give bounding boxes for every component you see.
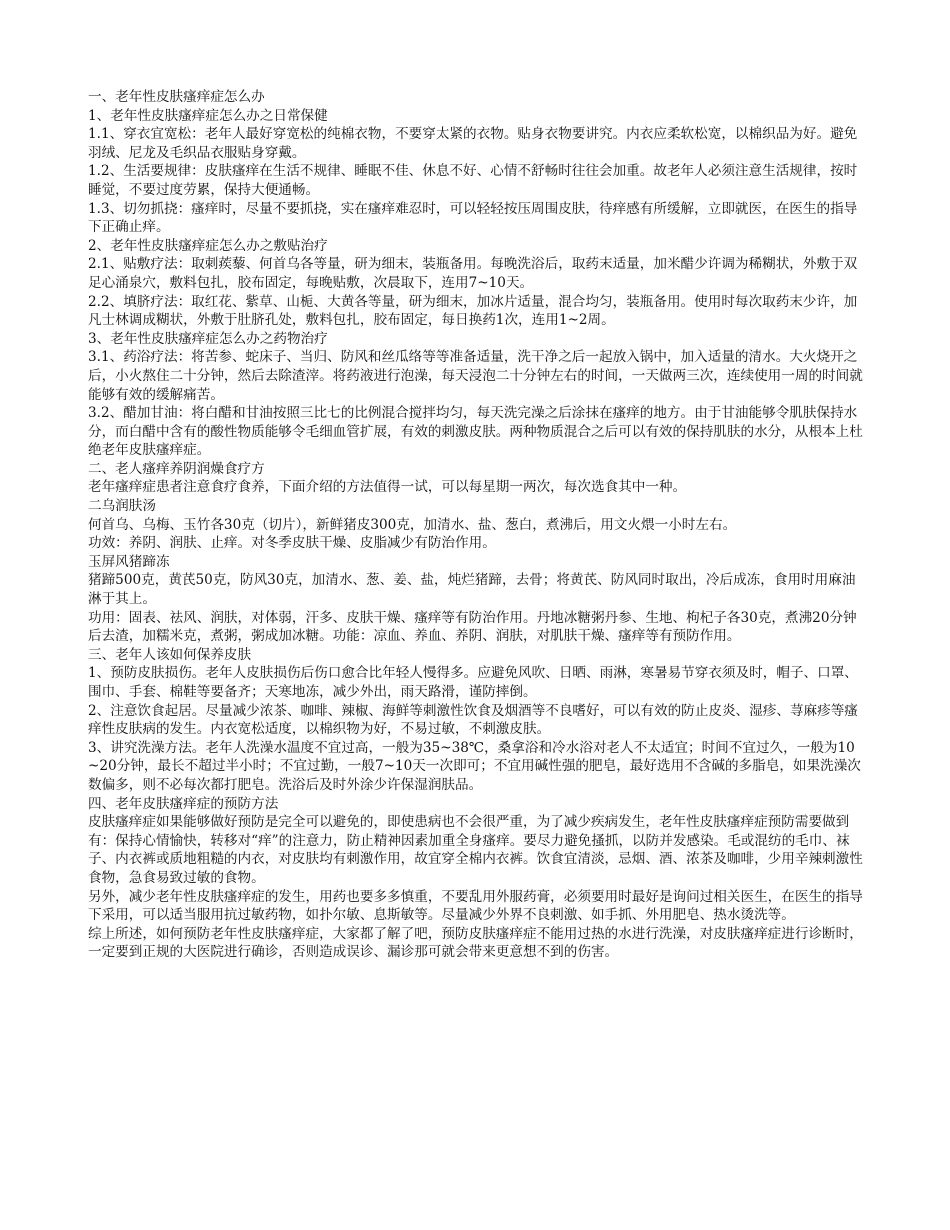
paragraph-navel-method: 2.2、填脐疗法：取红花、紫草、山栀、大黄各等量，研为细末，加冰片适量，混合均匀，装瓶备用。使用时每次取药末少许，加凡士林调成糊状，外敷于肚脐孔处，敷料包扎，胶布固定，每日换药1次，连用1~2周。 <box>88 293 858 329</box>
paragraph-loose-clothing: 1.1、穿衣宜宽松：老年人最好穿宽松的纯棉衣物，不要穿太紧的衣物。贴身衣物要讲究。内衣应柔软松宽，以棉织品为好。避免羽绒、尼龙及毛织品衣服贴身穿戴。 <box>88 126 858 161</box>
paragraph-prevent-injury: 1、预防皮肤损伤。老年人皮肤损伤后伤口愈合比年轻人慢得多。应避免风吹、日晒、雨淋，寒暑易节穿衣须及时，帽子、口罩、围巾、手套、棉鞋等要备齐；天寒地冻，减少外出，雨天路滑，谨防摔倒。 <box>88 665 858 700</box>
paragraph-erwu-recipe: 何首乌、乌梅、玉竹各30克（切片），新鲜猪皮300克，加清水、盐、葱白，煮沸后，用文火煨一小时左右。 <box>88 516 737 533</box>
paragraph-yupingfeng-recipe: 猪蹄500克，黄芪50克，防风30克，加清水、葱、姜、盐，炖烂猪蹄，去骨；将黄芪、防风同时取出，冷后成冻，食用时用麻油淋于其上。 <box>88 572 856 608</box>
section-heading-4: 四、老年皮肤瘙痒症的预防方法 <box>88 795 279 812</box>
section-heading-1: 一、老年性皮肤瘙痒症怎么办 <box>88 89 265 105</box>
paragraph-erwu-effect: 功效：养阴、润肤、止痒。对冬季皮肤干燥、皮脂减少有防治作用。 <box>88 535 496 552</box>
subsection-heading-drug-therapy: 3、老年性皮肤瘙痒症怎么办之药物治疗 <box>88 330 328 347</box>
paragraph-prevention: 皮肤瘙痒症如果能够做好预防是完全可以避免的，即使患病也不会很严重，为了减少疾病发生，老年性皮肤瘙痒症预防需要做到有：保持心情愉快，转移对“痒”的注意力，防止精神因素加重全身瘙痒。要尽力避免搔抓，以防并发感染。毛或混纺的毛巾、袜子、内衣裤或质地粗糙的内衣，对皮肤均有刺激作用，故宜穿全棉内衣裤。饮食宜清淡，忌烟、酒、浓茶及咖啡，少用辛辣刺激性食物，急食易致过敏的食物。 <box>88 814 863 886</box>
paragraph-conclusion: 综上所述，如何预防老年性皮肤瘙痒症，大家都了解了吧，预防皮肤瘙痒症不能用过热的水进行洗澡，对皮肤瘙痒症进行诊断时，一定要到正规的大医院进行确诊，否则造成误诊、漏诊那可就会带来更意想不到的伤害。 <box>88 925 863 961</box>
paragraph-no-scratching: 1.3、切勿抓挠：瘙痒时，尽量不要抓挠，实在瘙痒难忍时，可以轻轻按压周围皮肤，待痒感有所缓解，立即就医，在医生的指导下正确止痒。 <box>88 200 858 236</box>
section-heading-2: 二、老人瘙痒养阴润燥食疗方 <box>88 460 265 477</box>
paragraph-vinegar-glycerin: 3.2、醋加甘油：将白醋和甘油按照三比七的比例混合搅拌均匀，每天洗完澡之后涂抹在瘙痒的地方。由于甘油能够令肌肤保持水分，而白醋中含有的酸性物质能够令毛细血管扩展，有效的刺激皮肤。两种物质混合之后可以有效的保持肌肤的水分，从根本上杜绝老年皮肤瘙痒症。 <box>88 405 863 459</box>
paragraph-plaster-method: 2.1、贴敷疗法：取刺蒺藜、何首乌各等量，研为细末，装瓶备用。每晚洗浴后，取药末适量，加米醋少许调为稀糊状，外敷于双足心涌泉穴，敷料包扎，胶布固定，每晚贴敷，次晨取下，连用7~10天。 <box>88 256 858 291</box>
paragraph-diet-intro: 老年瘙痒症患者注意食疗食养，下面介绍的方法值得一试，可以每星期一两次，每次选食其中一种。 <box>88 479 687 496</box>
recipe-title-yupingfeng: 玉屏风猪蹄冻 <box>88 553 170 570</box>
paragraph-regular-life: 1.2、生活要规律：皮肤瘙痒在生活不规律、睡眠不佳、休息不好、心情不舒畅时往往会加重。故老年人必须注意生活规律，按时睡觉，不要过度劳累，保持大便通畅。 <box>88 163 858 198</box>
paragraph-diet-habits: 2、注意饮食起居。尽量减少浓茶、咖啡、辣椒、海鲜等刺激性饮食及烟酒等不良嗜好，可以有效的防止皮炎、湿疹、荨麻疹等瘙痒性皮肤病的发生。内衣宽松适度，以棉织物为好，不易过敏，不刺激皮肤。 <box>88 702 858 738</box>
document-body <box>88 88 863 962</box>
recipe-title-erwu-soup: 二乌润肤汤 <box>88 498 156 515</box>
section-heading-3: 三、老年人该如何保养皮肤 <box>88 646 252 663</box>
paragraph-medication: 另外，减少老年性皮肤瘙痒症的发生，用药也要多多慎重，不要乱用外服药膏，必须要用时最好是询问过相关医生，在医生的指导下采用，可以适当服用抗过敏药物，如扑尔敏、息斯敏等。尽量减少外界不良刺激、如手抓、外用肥皂、热水烫洗等。 <box>88 888 863 924</box>
paragraph-yupingfeng-effect: 功用：固表、祛风、润肤，对体弱，汗多、皮肤干燥、瘙痒等有防治作用。丹地冰糖粥丹参、生地、枸杞子各30克，煮沸20分钟后去渣，加糯米克，煮粥，粥成加冰糖。功能：凉血、养血、养阴、润肤，对肌肤干燥、瘙痒等有预防作用。 <box>88 609 857 645</box>
subsection-heading-plaster-therapy: 2、老年性皮肤瘙痒症怎么办之敷贴治疗 <box>88 237 328 254</box>
paragraph-herbal-bath: 3.1、药浴疗法：将苦参、蛇床子、当归、防风和丝瓜络等等准备适量，洗干净之后一起放入锅中，加入适量的清水。大火烧开之后，小火熬住二十分钟，然后去除渣滓。将药液进行泡澡，每天浸泡二十分钟左右的时间，一天做两三次，连续使用一周的时间就能够有效的缓解痛苦。 <box>88 349 863 403</box>
paragraph-bathing-method: 3、讲究洗澡方法。老年人洗澡水温度不宜过高，一般为35~38℃，桑拿浴和冷水浴对老人不太适宜；时间不宜过久，一般为10~20分钟，最长不超过半小时；不宜过勤，一般7~10天一次即可；不宜用碱性强的肥皂，最好选用不含碱的多脂皂，如果洗澡次数偏多，则不必每次都打肥皂。洗浴后及时外涂少许保湿润肤品。 <box>88 739 861 793</box>
subsection-heading-daily-care: 1、老年性皮肤瘙痒症怎么办之日常保健 <box>88 107 328 124</box>
